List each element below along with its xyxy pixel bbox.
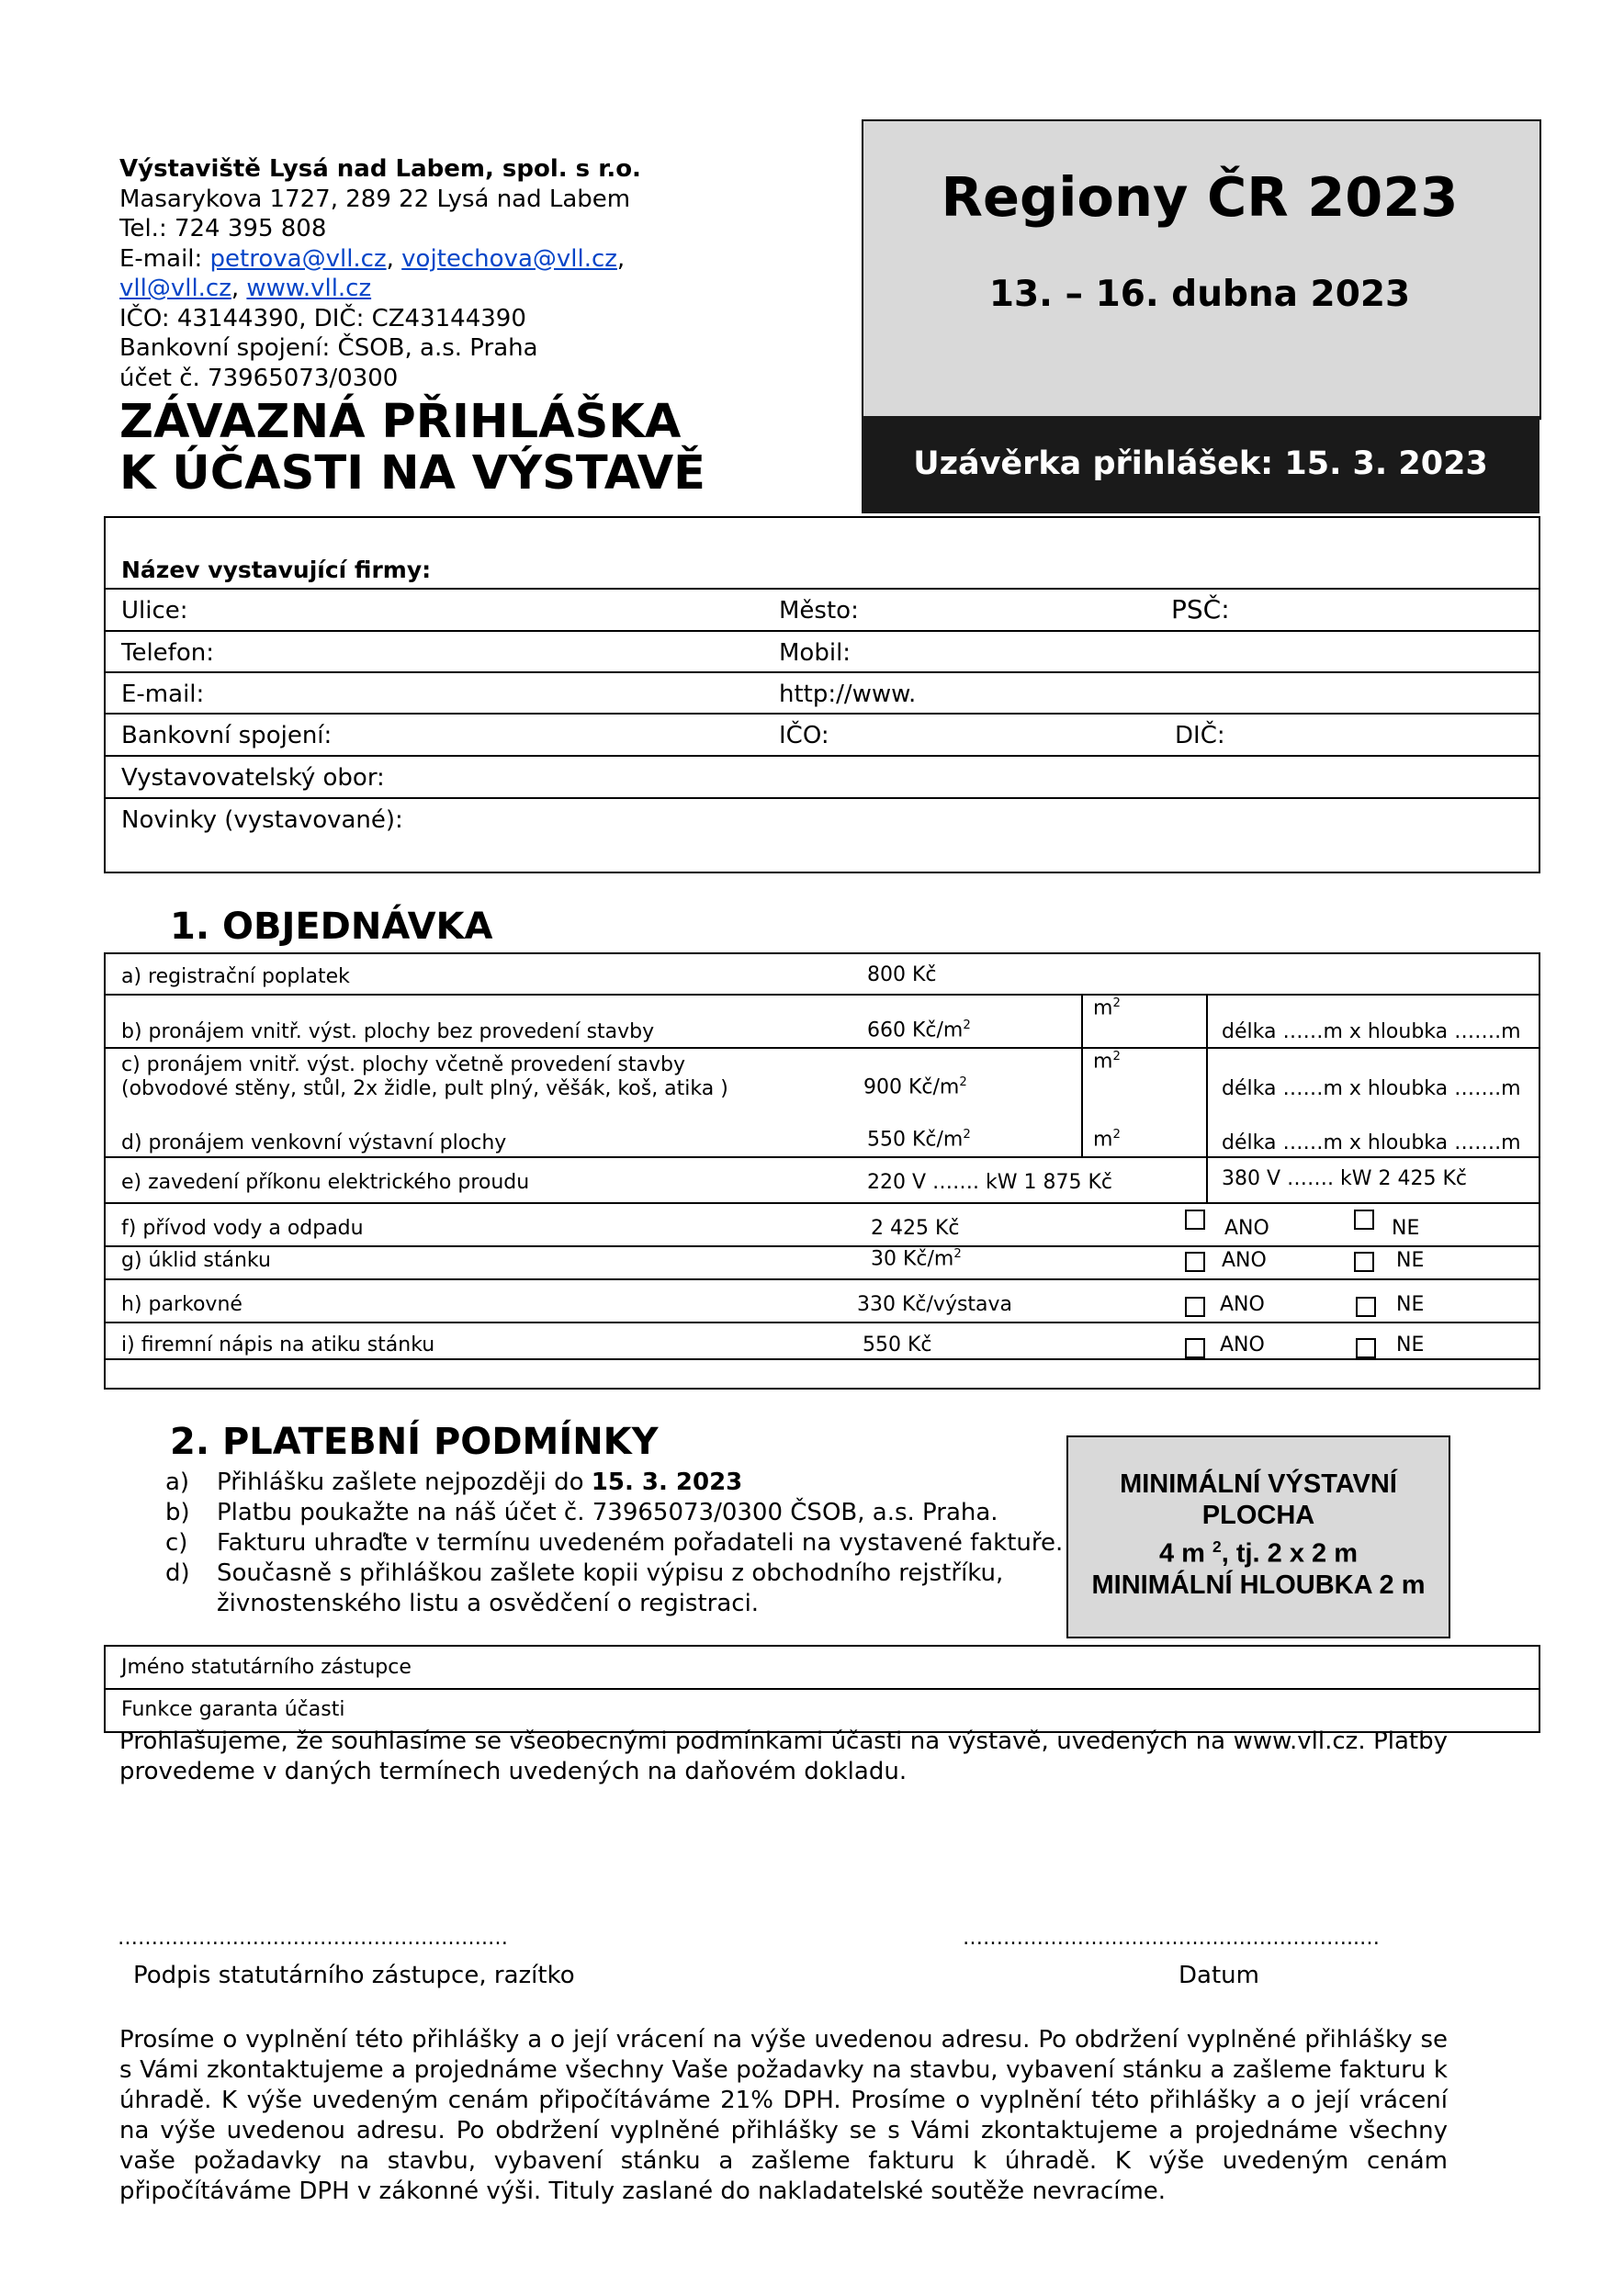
order-row-divider	[106, 1047, 1539, 1049]
web-link[interactable]: www.vll.cz	[246, 275, 372, 302]
bank-label[interactable]: Bankovní spojení:	[121, 722, 333, 749]
term-text: Platbu poukažte na náš účet č. 73965073/0300 ČSOB, a.s. Praha.	[217, 1499, 998, 1526]
order-c-dims[interactable]: délka ……m x hloubka …….m	[1222, 1077, 1521, 1100]
term-text: Přihlášku zašlete nejpozději do	[217, 1469, 592, 1496]
order-c-unit-text: m	[1093, 1050, 1113, 1074]
order-c-price-text: 900 Kč/m	[863, 1075, 960, 1099]
phone-label[interactable]: Telefon:	[121, 639, 214, 667]
order-e-option-380[interactable]: 380 V ……. kW 2 425 Kč	[1222, 1167, 1467, 1190]
email-label-field[interactable]: E-mail:	[121, 681, 205, 708]
mobile-label[interactable]: Mobil:	[779, 639, 851, 667]
date-dots: …………………………………………………..…	[963, 1927, 1380, 1950]
order-b-label: b) pronájem vnitř. výst. plochy bez provedení stavby	[121, 1020, 655, 1043]
order-g-label: g) úklid stánku	[121, 1249, 271, 1272]
order-g-yes-label: ANO	[1222, 1249, 1267, 1272]
order-f-no-checkbox[interactable]	[1354, 1210, 1374, 1230]
sup-2: 2	[1112, 996, 1121, 1010]
sup-2: 2	[953, 1247, 962, 1261]
order-f-yes-label: ANO	[1224, 1217, 1269, 1240]
term-letter: d)	[165, 1559, 190, 1587]
term-letter: c)	[165, 1529, 188, 1557]
web-label-field[interactable]: http://www.	[779, 681, 917, 708]
zip-label[interactable]: PSČ:	[1171, 594, 1230, 625]
order-g-price	[871, 1247, 962, 1270]
street-label[interactable]: Ulice:	[121, 597, 188, 625]
organizer-bank: Bankovní spojení: ČSOB, a.s. Praha	[119, 334, 538, 362]
order-row-divider	[106, 1245, 1539, 1247]
form-title-line2: K ÚČASTI NA VÝSTAVĚ	[119, 446, 706, 501]
term-text: Současně s přihláškou zašlete kopii výpisu z obchodního rejstříku,	[217, 1559, 1004, 1587]
company-name-label[interactable]: Název vystavující firmy:	[121, 557, 432, 583]
order-h-label: h) parkovné	[121, 1293, 242, 1316]
order-row-divider	[106, 1358, 1539, 1360]
sup-2: 2	[1112, 1128, 1121, 1142]
order-d-label: d) pronájem venkovní výstavní plochy	[121, 1131, 507, 1154]
order-f-no-label: NE	[1392, 1217, 1420, 1240]
order-title: 1. OBJEDNÁVKA	[170, 906, 493, 948]
order-i-label: i) firemní nápis na atiku stánku	[121, 1334, 435, 1356]
term-text-cont: živnostenského listu a osvědčení o registraci.	[217, 1590, 760, 1617]
order-d-price	[867, 1128, 971, 1151]
order-h-yes-label: ANO	[1220, 1293, 1265, 1316]
payment-term-a	[165, 1468, 1063, 1498]
email-link-vojtechova[interactable]: vojtechova@vll.cz	[401, 244, 617, 273]
organizer-emails: E-mail: petrova@vll.cz, vojtechova@vll.cz,	[119, 244, 626, 273]
signature-label: Podpis statutárního zástupce, razítko	[133, 1962, 575, 1989]
order-b-price	[867, 1019, 971, 1041]
deadline-banner: Uzávěrka přihlášek: 15. 3. 2023	[862, 416, 1539, 513]
organizer-account: účet č. 73965073/0300	[119, 364, 399, 392]
order-b-dims[interactable]: délka ……m x hloubka …….m	[1222, 1020, 1521, 1043]
event-title: Regiony ČR 2023	[941, 165, 1459, 229]
rep-function-label[interactable]: Funkce garanta účasti	[121, 1698, 345, 1721]
min-area-line4: MINIMÁLNÍ HLOUBKA 2 m	[1091, 1570, 1426, 1600]
payment-term-b	[165, 1498, 1063, 1528]
organizer-address: Masarykova 1727, 289 22 Lysá nad Labem	[119, 185, 631, 213]
min-area-line1: MINIMÁLNÍ VÝSTAVNÍ	[1120, 1469, 1397, 1499]
order-b-unit	[1093, 996, 1121, 1019]
city-label[interactable]: Město:	[779, 597, 859, 625]
order-row-divider	[106, 1278, 1539, 1280]
footer-text: Prosíme o vyplnění této přihlášky a o její vrácení na výše uvedenou adresu. Po obdržení vyplněné přihlášky se s Vámi zkontaktujeme a projednáme všechny Vaše požadavky na stavbu, vybavení stánku a zašleme fakturu k úhradě. K výše uvedeným cenám připočítáváme 21% DPH. Prosíme o vyplnění této přihlášky a o její vrácení na výše uvedenou adresu. Po obdržení vyplněné přihlášky se s Vámi zkontaktujeme a projednáme všechny vaše požadavky na stavbu, vybavení stánku a zašleme fakturu k úhradě. K výše uvedeným cenám připočítáváme DPH v zákonné výši. Tituly zaslané do nakladatelské soutěže nevracíme.	[119, 2026, 1448, 2205]
order-e-option-220[interactable]: 220 V ……. kW 1 875 Kč	[867, 1171, 1112, 1194]
news-label[interactable]: Novinky (vystavované):	[121, 806, 403, 834]
organizer-phone: Tel.: 724 395 808	[119, 215, 327, 242]
sup-2: 2	[1112, 1050, 1121, 1064]
email-link-petrova[interactable]: petrova@vll.cz	[209, 244, 387, 273]
rep-divider	[106, 1688, 1539, 1690]
order-b-unit-text: m	[1093, 996, 1113, 1020]
sup-2: 2	[963, 1128, 971, 1142]
organizer-name: Výstaviště Lysá nad Labem, spol. s r.o.	[119, 155, 641, 183]
sup-2: 2	[1212, 1537, 1222, 1556]
order-g-price-text: 30 Kč/m	[871, 1247, 954, 1271]
order-f-label: f) přívod vody a odpadu	[121, 1217, 364, 1240]
company-row-bank	[106, 713, 1539, 757]
field-label[interactable]: Vystavovatelský obor:	[121, 764, 385, 792]
email-link-vll[interactable]: vll@vll.cz	[119, 275, 231, 302]
order-d-price-text: 550 Kč/m	[867, 1128, 964, 1152]
form-title-line1: ZÁVAZNÁ PŘIHLÁŠKA	[119, 395, 682, 449]
date-label: Datum	[1179, 1962, 1259, 1989]
order-f-yes-checkbox[interactable]	[1185, 1210, 1205, 1230]
form-title	[119, 397, 705, 500]
company-row-address	[106, 588, 1539, 632]
min-area-line2: PLOCHA	[1201, 1501, 1315, 1530]
organizer-ids: IČO: 43144390, DIČ: CZ43144390	[119, 304, 526, 332]
dic-label[interactable]: DIČ:	[1175, 722, 1225, 749]
order-row-divider	[106, 1156, 1539, 1158]
order-c-price	[863, 1075, 967, 1098]
company-row-email	[106, 671, 1539, 715]
min-area-size: 4 m	[1159, 1538, 1213, 1569]
payment-term-d	[165, 1559, 1063, 1619]
company-info-table	[104, 516, 1540, 873]
order-a-price: 800 Kč	[867, 963, 937, 986]
order-c-label2: (obvodové stěny, stůl, 2x židle, pult plný, věšák, koš, atika )	[121, 1077, 728, 1100]
sup-2: 2	[959, 1075, 967, 1089]
order-col-divider	[1206, 994, 1208, 1202]
order-g-no-checkbox[interactable]	[1354, 1252, 1374, 1272]
order-g-yes-checkbox[interactable]	[1185, 1252, 1205, 1272]
order-i-yes-label: ANO	[1220, 1334, 1265, 1356]
order-i-no-checkbox[interactable]	[1356, 1338, 1376, 1358]
event-date: 13. – 16. dubna 2023	[988, 274, 1411, 315]
declaration-text: Prohlašujeme, že souhlasíme se všeobecnými podmínkami účasti na výstavě, uvedených na www.vll.cz. Platby provedeme v daných termínech uvedených na daňovém dokladu.	[119, 1728, 1448, 1785]
order-f-price: 2 425 Kč	[871, 1217, 960, 1240]
order-row-divider	[106, 1202, 1539, 1204]
payment-terms-list	[165, 1468, 1063, 1619]
company-row-news	[106, 797, 1539, 872]
company-row-field	[106, 755, 1539, 799]
email-label: E-mail:	[119, 244, 210, 273]
rep-name-label[interactable]: Jméno statutárního zástupce	[121, 1656, 412, 1679]
term-date: 15. 3. 2023	[591, 1469, 743, 1496]
order-g-no-label: NE	[1396, 1249, 1425, 1272]
order-i-yes-checkbox[interactable]	[1185, 1338, 1205, 1358]
minimum-area-box	[1066, 1435, 1450, 1638]
order-a-label: a) registrační poplatek	[121, 965, 350, 988]
organizer-links: vll@vll.cz, www.vll.cz	[119, 275, 372, 302]
order-d-unit	[1093, 1128, 1121, 1151]
payment-title: 2. PLATEBNÍ PODMÍNKY	[170, 1421, 659, 1463]
organizer-info	[119, 154, 641, 393]
representative-table	[104, 1645, 1540, 1733]
order-b-price-text: 660 Kč/m	[867, 1019, 964, 1042]
term-letter: b)	[165, 1499, 190, 1526]
term-text: Fakturu uhraďte v termínu uvedeném pořadateli na vystavené faktuře.	[217, 1529, 1064, 1557]
ico-label[interactable]: IČO:	[779, 722, 829, 749]
order-h-yes-checkbox[interactable]	[1185, 1297, 1205, 1317]
company-row-phone	[106, 630, 1539, 673]
order-d-dims[interactable]: délka ……m x hloubka …….m	[1222, 1131, 1521, 1154]
order-h-no-checkbox[interactable]	[1356, 1297, 1376, 1317]
order-i-no-label: NE	[1396, 1334, 1425, 1356]
order-c-unit	[1093, 1050, 1121, 1073]
min-area-dims: , tj. 2 x 2 m	[1221, 1538, 1358, 1569]
order-c-label1: c) pronájem vnitř. výst. plochy včetně provedení stavby	[121, 1053, 685, 1076]
term-letter: a)	[165, 1469, 190, 1496]
order-table	[104, 952, 1540, 1390]
sup-2: 2	[963, 1019, 971, 1032]
payment-term-c	[165, 1528, 1063, 1559]
order-col-divider	[1081, 994, 1083, 1156]
order-i-price: 550 Kč	[863, 1334, 932, 1356]
order-e-label: e) zavedení příkonu elektrického proudu	[121, 1171, 530, 1194]
min-area-line3	[1068, 1531, 1449, 1570]
order-h-no-label: NE	[1396, 1293, 1425, 1316]
order-h-price: 330 Kč/výstava	[857, 1293, 1013, 1316]
order-row-divider	[106, 994, 1539, 996]
signature-dots: ……………………………………………….…	[118, 1927, 508, 1950]
order-row-divider	[106, 1322, 1539, 1323]
order-d-unit-text: m	[1093, 1128, 1113, 1152]
